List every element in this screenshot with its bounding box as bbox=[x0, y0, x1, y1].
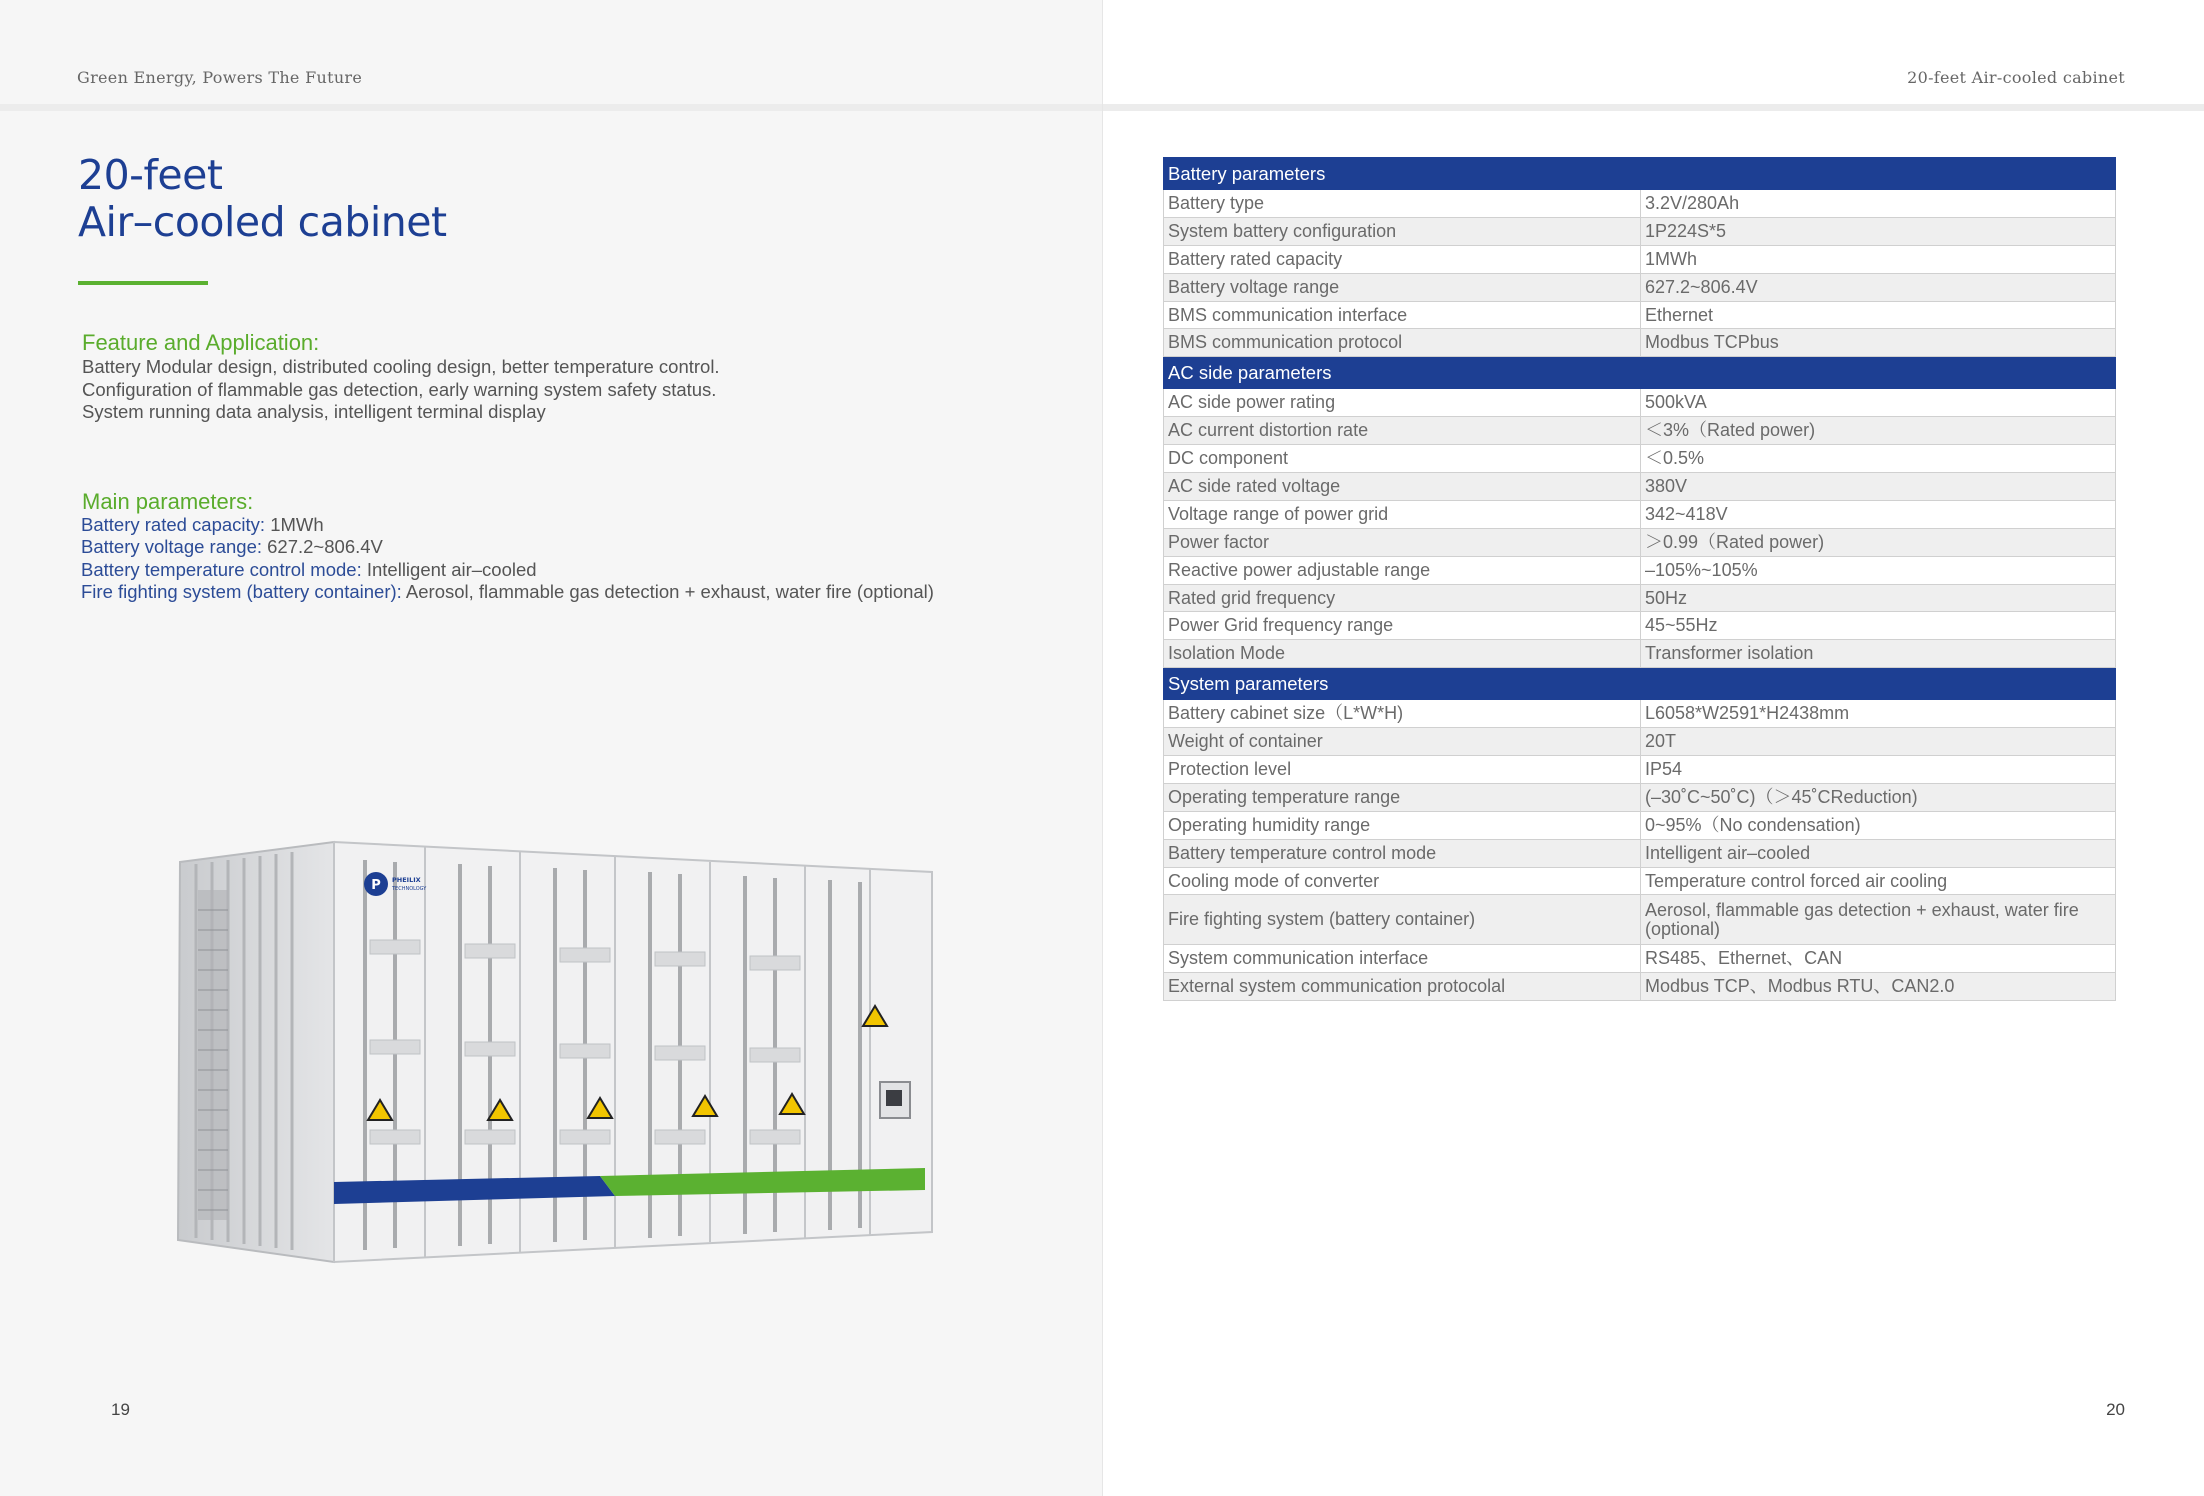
feature-line: System running data analysis, intelligent terminal display bbox=[82, 401, 546, 422]
table-row bbox=[1164, 445, 2116, 473]
param-name: System battery configuration bbox=[1164, 217, 1641, 245]
param-name: Battery type bbox=[1164, 190, 1641, 218]
param-value: Transformer isolation bbox=[1641, 640, 2116, 668]
param-name: System communication interface bbox=[1164, 945, 1641, 973]
feature-heading: Feature and Application: bbox=[82, 330, 320, 355]
svg-text:TECHNOLOGY: TECHNOLOGY bbox=[392, 886, 427, 892]
feature-line: Configuration of flammable gas detection, early warning system safety status. bbox=[82, 378, 717, 400]
table-row bbox=[1164, 945, 2116, 973]
param-value: Modbus TCPbus bbox=[1641, 329, 2116, 357]
param-name: Operating temperature range bbox=[1164, 783, 1641, 811]
feature-list bbox=[82, 356, 720, 424]
container-illustration bbox=[170, 820, 940, 1270]
main-params-heading: Main parameters: bbox=[82, 489, 254, 514]
param-name: Operating humidity range bbox=[1164, 811, 1641, 839]
table-row bbox=[1164, 528, 2116, 556]
param-label: Fire fighting system (battery container): bbox=[81, 581, 402, 603]
table-row bbox=[1164, 584, 2116, 612]
param-name: External system communication protocolal bbox=[1164, 973, 1641, 1001]
section-title: AC side parameters bbox=[1164, 357, 2116, 389]
param-value: IP54 bbox=[1641, 756, 2116, 784]
param-name: Weight of container bbox=[1164, 728, 1641, 756]
param-name: Power factor bbox=[1164, 528, 1641, 556]
section-title: Battery parameters bbox=[1164, 158, 2116, 190]
table-row bbox=[1164, 245, 2116, 273]
param-name: DC component bbox=[1164, 445, 1641, 473]
feature-line: Battery Modular design, distributed cooling design, better temperature control. bbox=[82, 356, 720, 377]
param-name: Battery cabinet size（L*W*H) bbox=[1164, 700, 1641, 728]
param-value: 627.2~806.4V bbox=[1641, 273, 2116, 301]
table-row bbox=[1164, 329, 2116, 357]
param-value: (–30˚C~50˚C)（＞45˚CReduction) bbox=[1641, 783, 2116, 811]
param-name: Reactive power adjustable range bbox=[1164, 556, 1641, 584]
param-value: 45~55Hz bbox=[1641, 612, 2116, 640]
svg-text:PHEILIX: PHEILIX bbox=[392, 876, 421, 884]
page-title bbox=[78, 152, 447, 246]
spec-table bbox=[1163, 157, 2116, 1001]
param-line bbox=[81, 581, 934, 603]
param-label: Battery rated capacity: bbox=[81, 514, 266, 535]
param-value: 627.2~806.4V bbox=[262, 536, 383, 558]
table-row bbox=[1164, 783, 2116, 811]
param-line bbox=[81, 536, 934, 558]
param-value: 50Hz bbox=[1641, 584, 2116, 612]
table-row bbox=[1164, 640, 2116, 668]
param-value: RS485、Ethernet、CAN bbox=[1641, 945, 2116, 973]
table-row bbox=[1164, 811, 2116, 839]
param-name: AC current distortion rate bbox=[1164, 417, 1641, 445]
section-header-system bbox=[1164, 668, 2116, 700]
param-value: 0~95%（No condensation) bbox=[1641, 811, 2116, 839]
table-row bbox=[1164, 217, 2116, 245]
running-head-left: Green Energy, Powers The Future bbox=[77, 68, 363, 87]
running-head-right: 20-feet Air-cooled cabinet bbox=[1907, 68, 2125, 87]
table-row bbox=[1164, 417, 2116, 445]
param-name: Fire fighting system (battery container) bbox=[1164, 895, 1641, 945]
param-name: AC side power rating bbox=[1164, 389, 1641, 417]
param-name: BMS communication protocol bbox=[1164, 329, 1641, 357]
param-value: Intelligent air–cooled bbox=[1641, 839, 2116, 867]
table-row bbox=[1164, 756, 2116, 784]
section-header-ac bbox=[1164, 357, 2116, 389]
param-value: L6058*W2591*H2438mm bbox=[1641, 700, 2116, 728]
param-value: Modbus TCP、Modbus RTU、CAN2.0 bbox=[1641, 973, 2116, 1001]
param-name: Isolation Mode bbox=[1164, 640, 1641, 668]
title-line-2: Air–cooled cabinet bbox=[78, 198, 447, 246]
table-row bbox=[1164, 500, 2116, 528]
param-value: 342~418V bbox=[1641, 500, 2116, 528]
param-value: 1MWh bbox=[1641, 245, 2116, 273]
param-value: 20T bbox=[1641, 728, 2116, 756]
param-name: Cooling mode of converter bbox=[1164, 867, 1641, 895]
section-title: System parameters bbox=[1164, 668, 2116, 700]
param-name: AC side rated voltage bbox=[1164, 473, 1641, 501]
param-name: Battery voltage range bbox=[1164, 273, 1641, 301]
param-name: Protection level bbox=[1164, 756, 1641, 784]
param-value: 500kVA bbox=[1641, 389, 2116, 417]
table-row bbox=[1164, 973, 2116, 1001]
param-name: Rated grid frequency bbox=[1164, 584, 1641, 612]
param-value: ＜0.5% bbox=[1641, 445, 2116, 473]
param-name: Power Grid frequency range bbox=[1164, 612, 1641, 640]
param-name: Battery rated capacity bbox=[1164, 245, 1641, 273]
table-row bbox=[1164, 895, 2116, 945]
param-value: Temperature control forced air cooling bbox=[1641, 867, 2116, 895]
title-underline bbox=[78, 281, 208, 285]
table-row bbox=[1164, 190, 2116, 218]
table-row bbox=[1164, 700, 2116, 728]
table-row bbox=[1164, 273, 2116, 301]
section-header-battery bbox=[1164, 158, 2116, 190]
param-value: Aerosol, flammable gas detection + exhaust, water fire (optional) bbox=[1641, 895, 2116, 945]
table-row bbox=[1164, 556, 2116, 584]
param-value: Aerosol, flammable gas detection + exhaust, water fire (optional) bbox=[401, 581, 934, 603]
param-name: BMS communication interface bbox=[1164, 301, 1641, 329]
param-value: 3.2V/280Ah bbox=[1641, 190, 2116, 218]
table-row bbox=[1164, 301, 2116, 329]
table-row bbox=[1164, 612, 2116, 640]
param-name: Battery temperature control mode bbox=[1164, 839, 1641, 867]
table-row bbox=[1164, 867, 2116, 895]
title-line-1: 20-feet bbox=[78, 151, 223, 199]
param-line bbox=[81, 559, 934, 581]
page-number-right: 20 bbox=[2106, 1400, 2125, 1419]
param-value: 380V bbox=[1641, 473, 2116, 501]
param-value: Intelligent air–cooled bbox=[361, 558, 537, 580]
param-value: –105%~105% bbox=[1641, 556, 2116, 584]
page-number-left: 19 bbox=[111, 1400, 130, 1419]
param-value: Ethernet bbox=[1641, 301, 2116, 329]
param-value: 1MWh bbox=[265, 514, 324, 535]
svg-text:P: P bbox=[371, 878, 381, 893]
header-rule bbox=[1103, 104, 2204, 111]
header-rule bbox=[0, 104, 1102, 111]
table-row bbox=[1164, 728, 2116, 756]
param-label: Battery voltage range: bbox=[81, 536, 262, 558]
param-value: ＞0.99（Rated power) bbox=[1641, 528, 2116, 556]
param-value: 1P224S*5 bbox=[1641, 217, 2116, 245]
table-row bbox=[1164, 839, 2116, 867]
table-row bbox=[1164, 389, 2116, 417]
main-params-list bbox=[81, 514, 934, 604]
param-name: Voltage range of power grid bbox=[1164, 500, 1641, 528]
param-label: Battery temperature control mode: bbox=[81, 558, 362, 580]
param-line bbox=[81, 514, 934, 536]
table-row bbox=[1164, 473, 2116, 501]
param-value: ＜3%（Rated power) bbox=[1641, 417, 2116, 445]
